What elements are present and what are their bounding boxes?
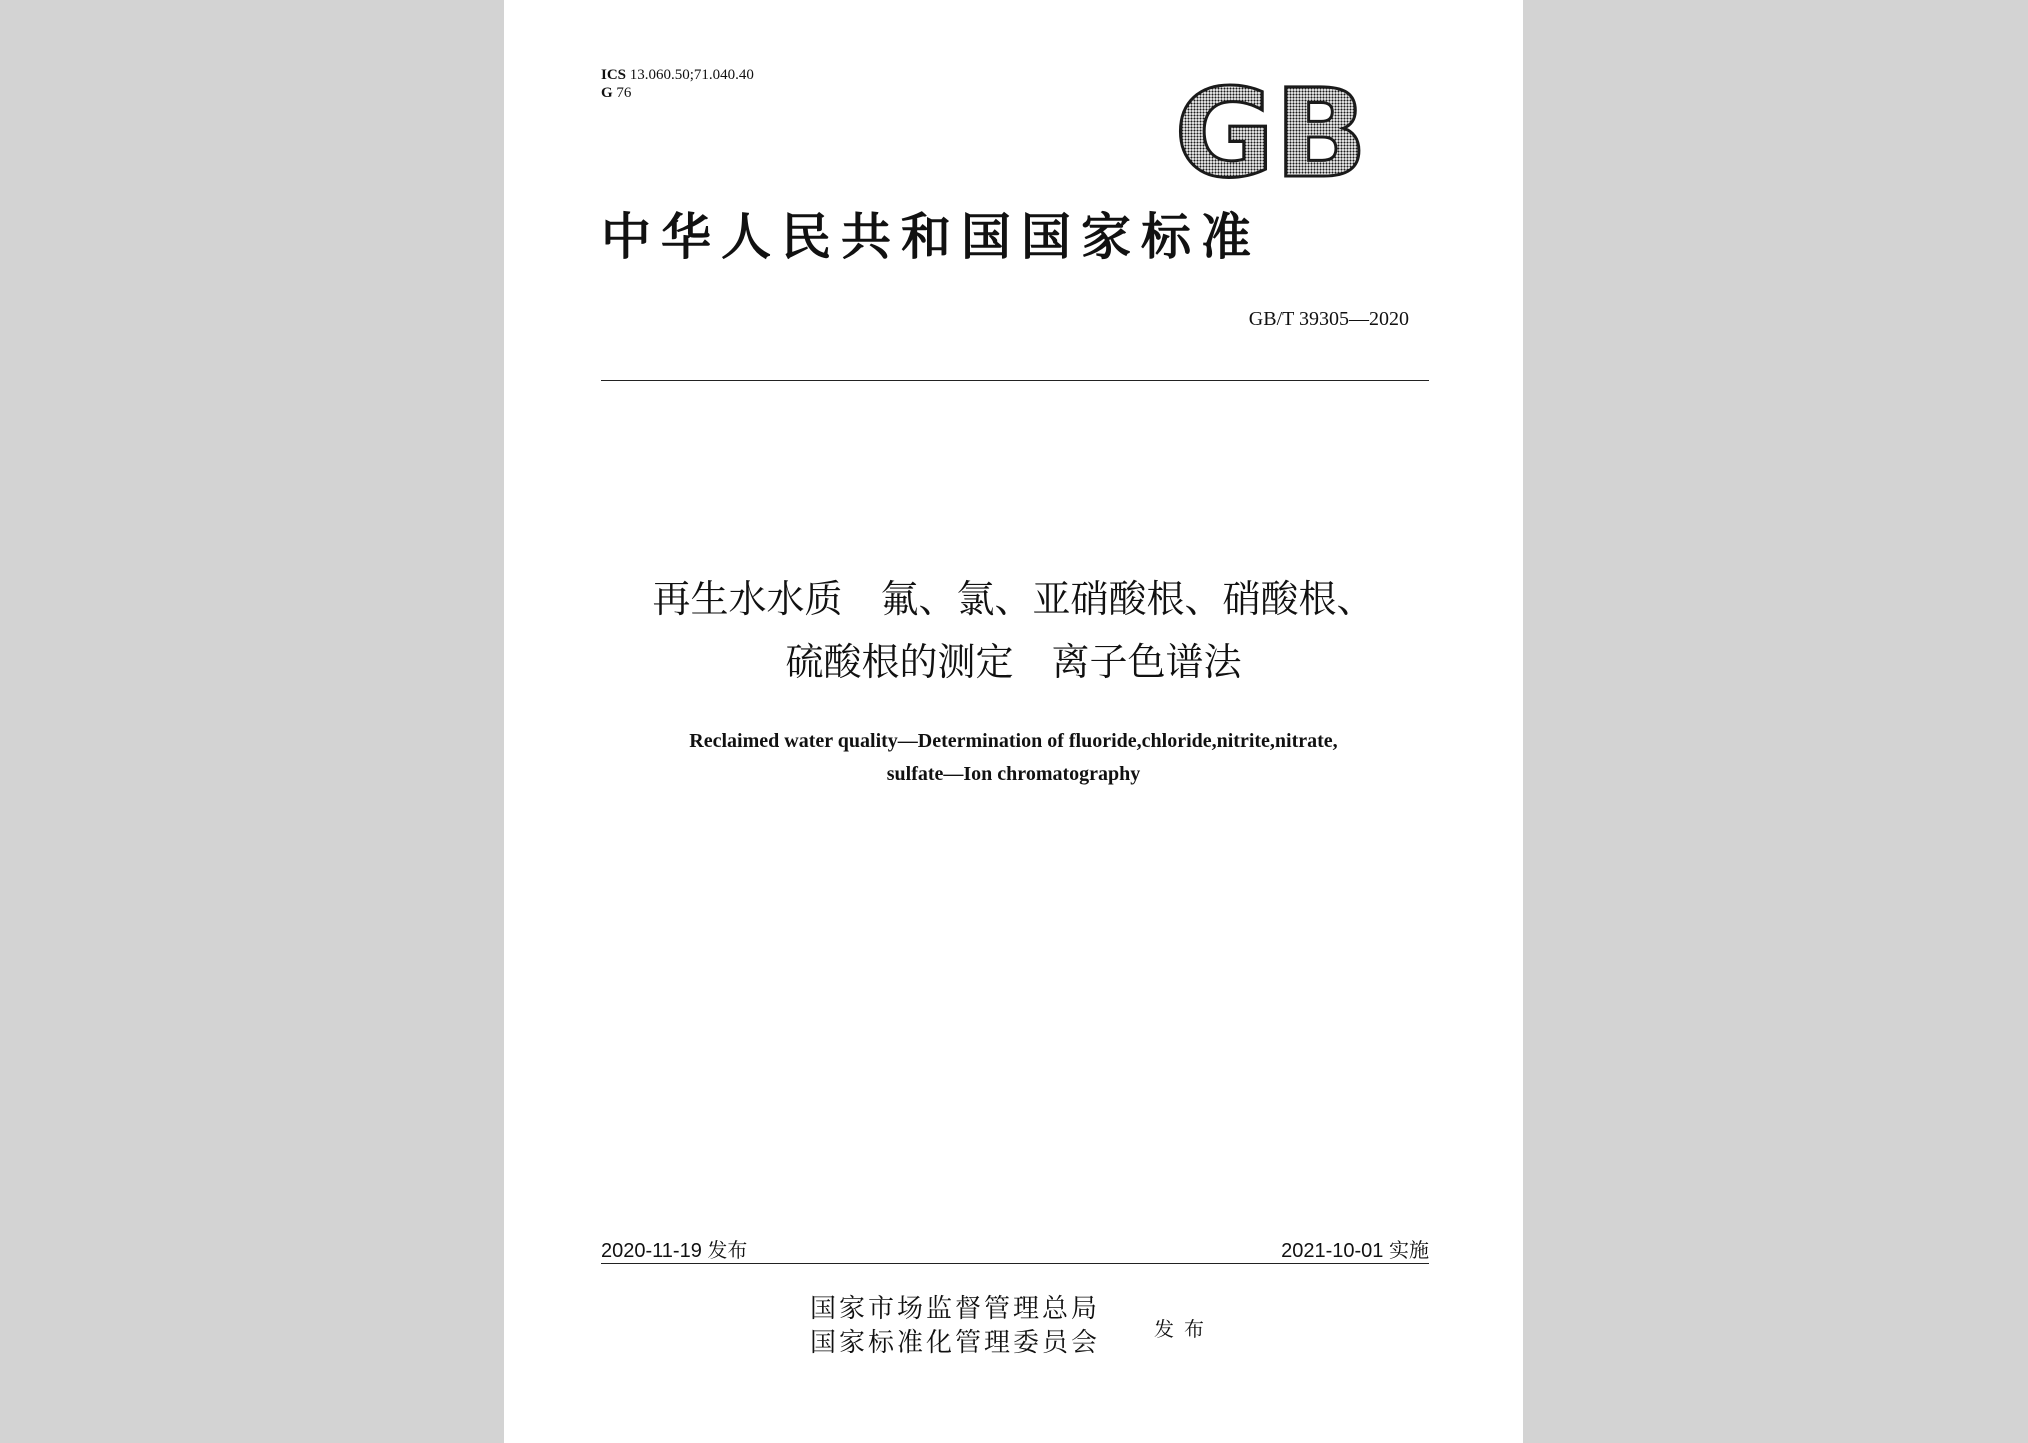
- issuing-authorities: [810, 1292, 1100, 1360]
- title-en-line2: sulfate—Ion chromatography: [886, 763, 1141, 785]
- title-cn-line1: 再生水水质 氟、氯、亚硝酸根、硝酸根、: [652, 577, 1375, 621]
- header-divider: [601, 380, 1429, 381]
- ics-label: ICS: [601, 67, 627, 83]
- title-en-line1: Reclaimed water quality—Determination of fluoride,chloride,nitrite,nitrate,: [689, 730, 1338, 752]
- title-cn-line2: 硫酸根的测定 离子色谱法: [785, 640, 1242, 684]
- gb-logo-text: GB: [1174, 78, 1368, 183]
- standard-code: GB/T 39305—2020: [1248, 308, 1409, 330]
- classification-codes: [601, 66, 754, 102]
- issue-date: 2020-11-19 发布: [601, 1240, 748, 1262]
- issuer-sac: 国家标准化管理委员会: [810, 1328, 1101, 1358]
- footer-divider: [601, 1263, 1429, 1264]
- standard-name: 中华人民共和国国家标准: [601, 208, 1261, 266]
- ics-value: 13.060.50;71.040.40: [629, 67, 754, 83]
- gb-logo: [1169, 78, 1374, 183]
- document-page: [504, 0, 1523, 1443]
- ccs-value: 76: [616, 85, 632, 101]
- issue-action-label: 发布: [1154, 1317, 1214, 1341]
- ccs-label: G: [601, 85, 613, 101]
- implementation-date: 2021-10-01 实施: [1281, 1240, 1429, 1262]
- issuer-samr: 国家市场监督管理总局: [810, 1294, 1101, 1324]
